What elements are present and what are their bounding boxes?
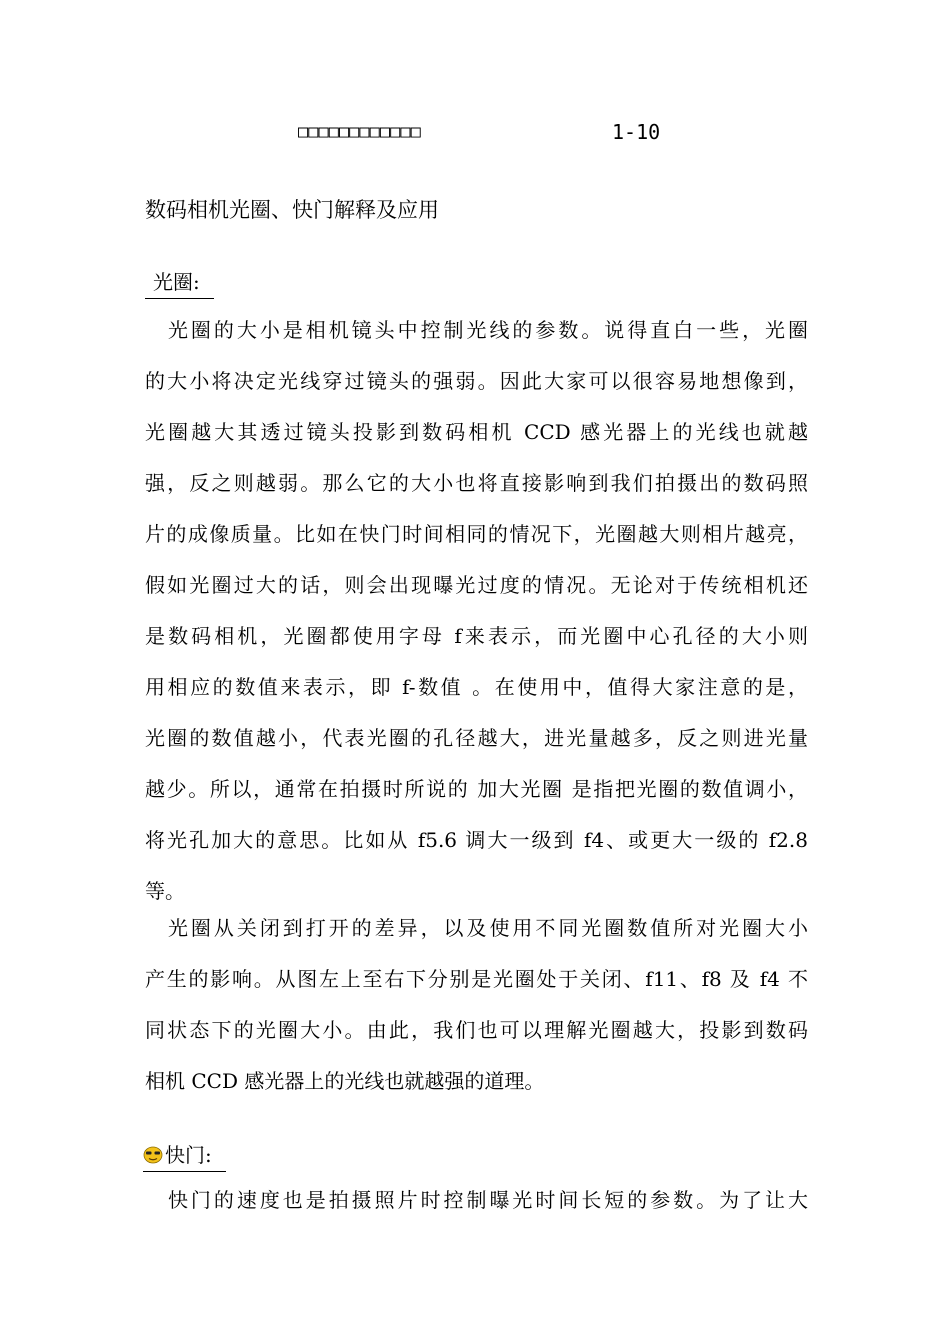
paragraph-line: 光圈越大其透过镜头投影到数码相机 CCD 感光器上的光线也就越 (145, 420, 808, 444)
paragraph-line: 假如光圈过大的话，则会出现曝光过度的情况。无论对于传统相机还 (145, 573, 808, 597)
paragraph-line: 将光孔加大的意思。比如从 f5.6 调大一级到 f4、或更大一级的 f2.8 (145, 828, 808, 852)
shutter-paragraph-1 (145, 1175, 808, 1226)
paragraph-line: 是数码相机，光圈都使用字母 f来表示，而光圈中心孔径的大小则 (145, 624, 808, 648)
shutter-label: 快门: (165, 1143, 212, 1167)
header-page-range: 1-10 (612, 120, 661, 144)
header-missing-glyphs: □□□□□□□□□□□□ (298, 122, 421, 142)
aperture-paragraph-2 (145, 903, 808, 1107)
paragraph-line: 产生的影响。从图左上至右下分别是光圈处于关闭、f11、f8 及 f4 不 (145, 967, 808, 991)
paragraph-line: 光圈的数值越小，代表光圈的孔径越大，进光量越多，反之则进光量 (145, 726, 808, 750)
paragraph-line: 等。 (145, 879, 185, 903)
aperture-paragraph-1 (145, 305, 808, 917)
smiley-face-icon (143, 1146, 163, 1164)
paragraph-line: 光圈从关闭到打开的差异，以及使用不同光圈数值所对光圈大小 (145, 916, 808, 940)
page-header (298, 120, 678, 150)
paragraph-line: 快门的速度也是拍摄照片时控制曝光时间长短的参数。为了让大 (145, 1188, 808, 1212)
paragraph-line: 强，反之则越弱。那么它的大小也将直接影响到我们拍摄出的数码照 (145, 471, 808, 495)
document-title: 数码相机光圈、快门解释及应用 (145, 198, 439, 222)
aperture-label: 光圈: (145, 266, 214, 299)
paragraph-line: 越少。所以，通常在拍摄时所说的 加大光圈 是指把光圈的数值调小， (145, 777, 808, 801)
section-aperture-heading (145, 266, 214, 299)
paragraph-line: 用相应的数值来表示，即 f-数值 。在使用中，值得大家注意的是， (145, 675, 808, 699)
paragraph-line: 相机 CCD 感光器上的光线也就越强的道理。 (145, 1069, 545, 1093)
shutter-label-wrap (143, 1139, 226, 1172)
paragraph-line: 片的成像质量。比如在快门时间相同的情况下，光圈越大则相片越亮， (145, 522, 808, 546)
paragraph-line: 光圈的大小是相机镜头中控制光线的参数。说得直白一些，光圈 (145, 318, 808, 342)
paragraph-line: 同状态下的光圈大小。由此，我们也可以理解光圈越大，投影到数码 (145, 1018, 808, 1042)
paragraph-line: 的大小将决定光线穿过镜头的强弱。因此大家可以很容易地想像到， (145, 369, 808, 393)
section-shutter-heading (143, 1139, 226, 1172)
